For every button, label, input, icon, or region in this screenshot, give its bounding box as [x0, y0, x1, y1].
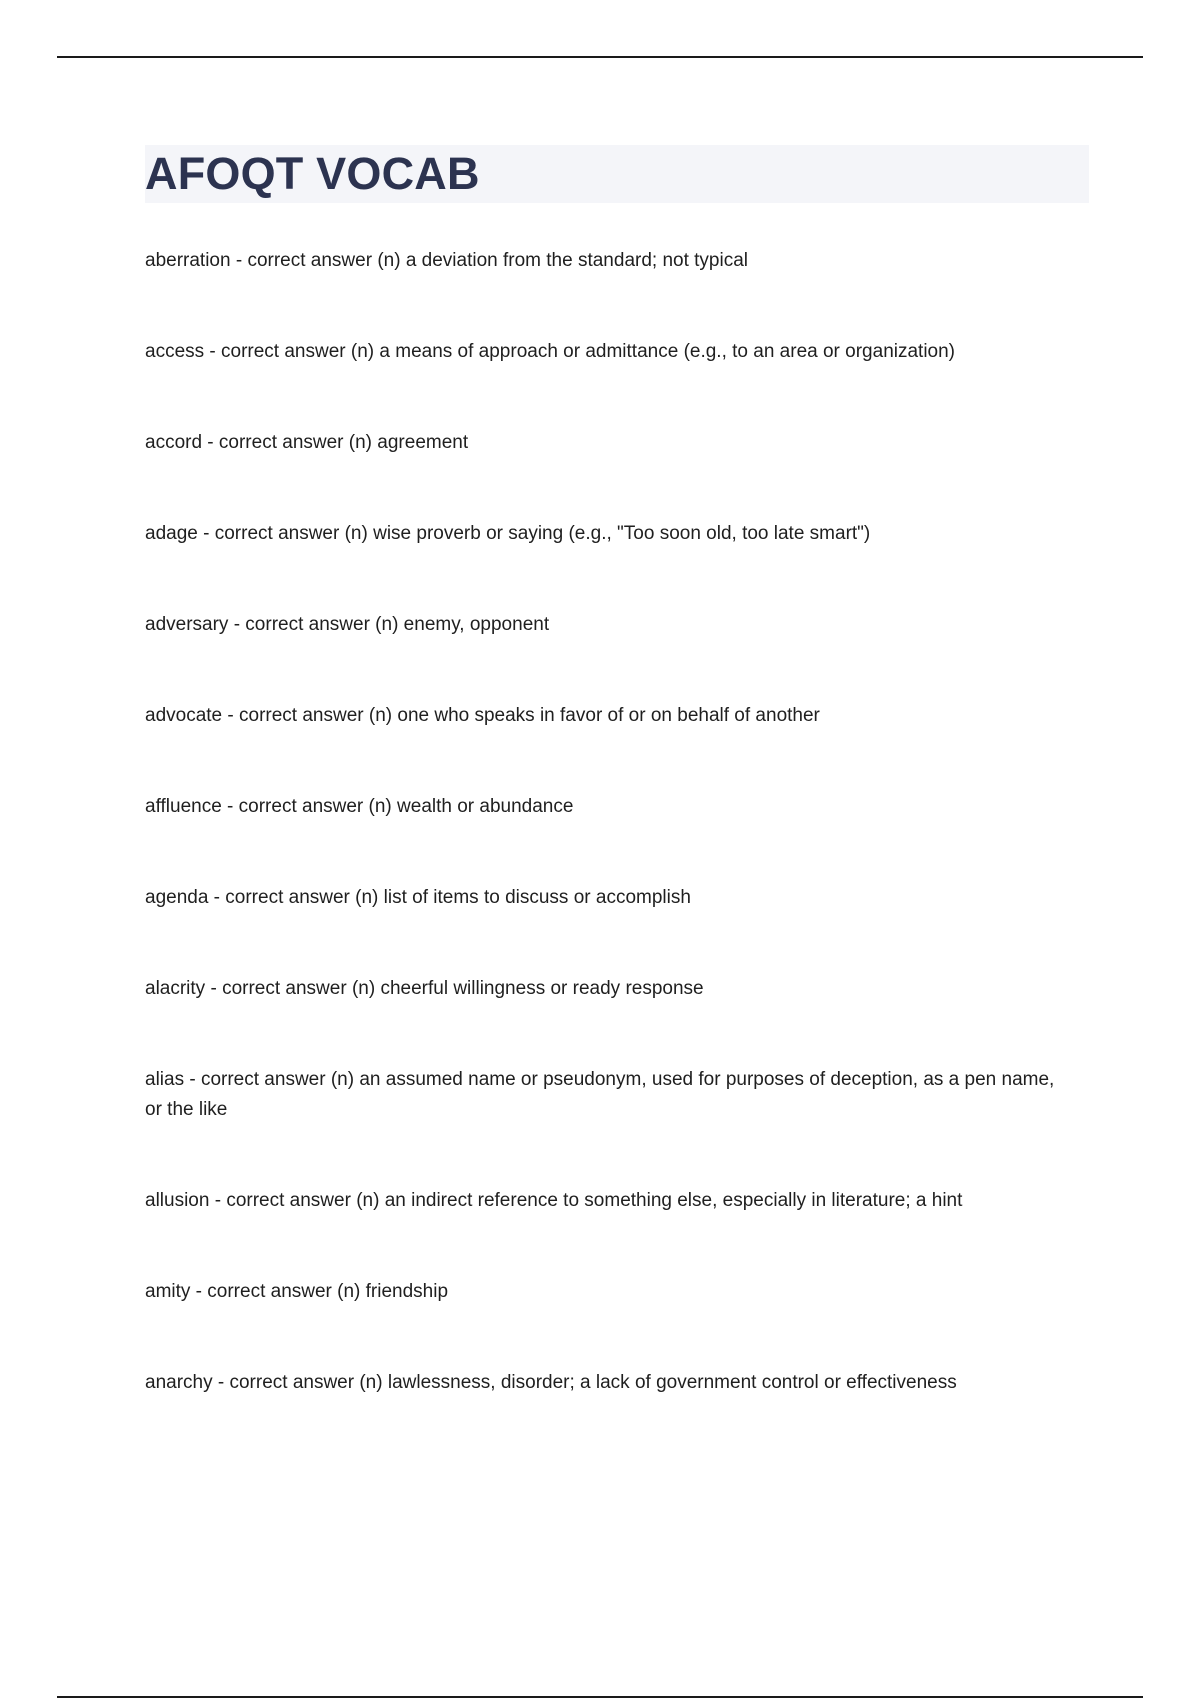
vocab-entry: alacrity - correct answer (n) cheerful willingness or ready response [145, 978, 704, 999]
vocab-entry: access - correct answer (n) a means of approach or admittance (e.g., to an area or organization) [145, 341, 956, 362]
vocab-entry: anarchy - correct answer (n) lawlessness, disorder; a lack of government control or effectiveness [145, 1372, 957, 1393]
document-title: AFOQT VOCAB [145, 148, 480, 199]
vocab-entry: advocate - correct answer (n) one who speaks in favor of or on behalf of another [145, 705, 820, 726]
vocab-entry: amity - correct answer (n) friendship [145, 1281, 449, 1302]
footer-rule [57, 1696, 1143, 1698]
vocab-entry: alias - correct answer (n) an assumed name or pseudonym, used for purposes of deception, as a pen name, or the like [145, 1069, 1055, 1120]
vocab-entry: allusion - correct answer (n) an indirect reference to something else, especially in literature; a hint [145, 1190, 963, 1211]
vocab-list [145, 246, 1065, 1459]
title-banner [145, 145, 1089, 203]
vocab-entry: affluence - correct answer (n) wealth or abundance [145, 796, 574, 817]
vocab-entry: adversary - correct answer (n) enemy, opponent [145, 614, 550, 635]
vocab-entry: accord - correct answer (n) agreement [145, 432, 469, 453]
header-rule [57, 56, 1143, 58]
vocab-entry: agenda - correct answer (n) list of items to discuss or accomplish [145, 887, 691, 908]
vocab-entry: adage - correct answer (n) wise proverb or saying (e.g., "Too soon old, too late smart") [145, 523, 871, 544]
vocab-entry: aberration - correct answer (n) a deviation from the standard; not typical [145, 250, 749, 271]
